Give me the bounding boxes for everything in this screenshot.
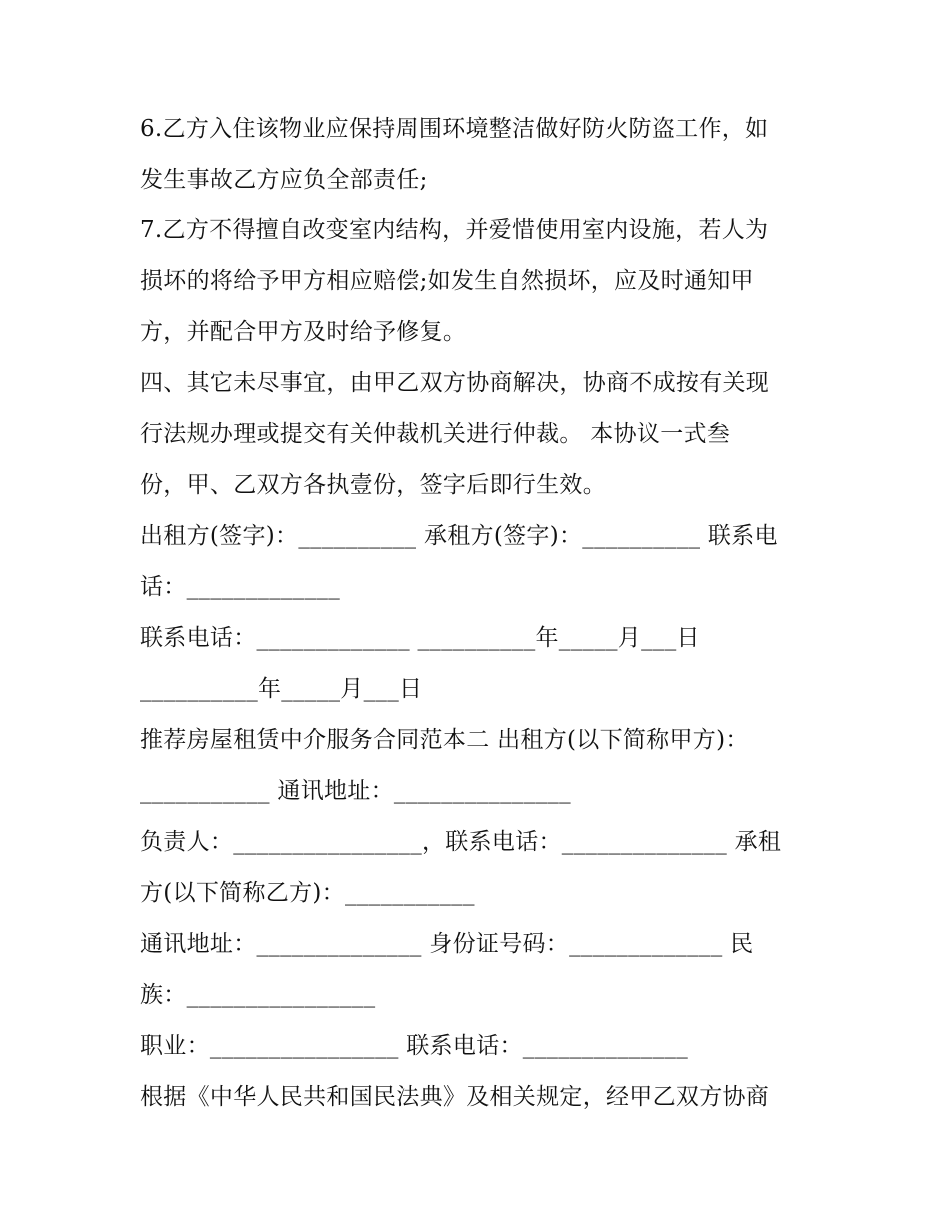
party-b-line: 方(以下简称乙方)：___________ xyxy=(140,880,475,906)
clause-6-line-1: 6.乙方入住该物业应保持周围环境整洁做好防火防盗工作，如 xyxy=(140,116,769,142)
signature-line-2: 话：_____________ xyxy=(140,574,340,600)
template-two-heading: 推荐房屋租赁中介服务合同范本二 出租方(以下简称甲方)： xyxy=(140,727,749,753)
party-a-address-line: ___________ 通讯地址：_______________ xyxy=(140,778,571,804)
party-a-contact-line: 负责人：________________，联系电话：______________ 承租 xyxy=(140,829,782,855)
clause-6-line-2: 发生事故乙方应负全部责任; xyxy=(140,167,428,193)
signature-line-1: 出租方(签字)：__________ 承租方(签字)：__________ 联系电 xyxy=(140,523,778,549)
party-b-occupation-line: 职业：________________ 联系电话：______________ xyxy=(140,1033,689,1059)
party-b-ethnicity-line: 族：________________ xyxy=(140,982,376,1008)
clause-7-line-2: 损坏的将给予甲方相应赔偿;如发生自然损坏，应及时通知甲 xyxy=(140,268,754,294)
clause-7-line-1: 7.乙方不得擅自改变室内结构，并爱惜使用室内设施，若人为 xyxy=(140,217,769,243)
clause-4-line-2: 行法规办理或提交有关仲裁机关进行仲裁。 本协议一式叁 xyxy=(140,421,731,447)
clause-7-line-3: 方，并配合甲方及时给予修复。 xyxy=(140,319,467,345)
legal-basis-line: 根据《中华人民共和国民法典》及相关规定，经甲乙双方协商 xyxy=(140,1084,770,1110)
clause-4-line-1: 四、其它未尽事宜，由甲乙双方协商解决，协商不成按有关现 xyxy=(140,370,770,396)
date-line: __________年_____月___日 xyxy=(140,676,423,702)
clause-4-line-3: 份，甲、乙双方各执壹份，签字后即行生效。 xyxy=(140,472,606,498)
party-b-address-id-line: 通讯地址：______________ 身份证号码：_____________ 民 xyxy=(140,931,754,957)
contact-date-line: 联系电话：_____________ __________年_____月___日 xyxy=(140,625,700,651)
